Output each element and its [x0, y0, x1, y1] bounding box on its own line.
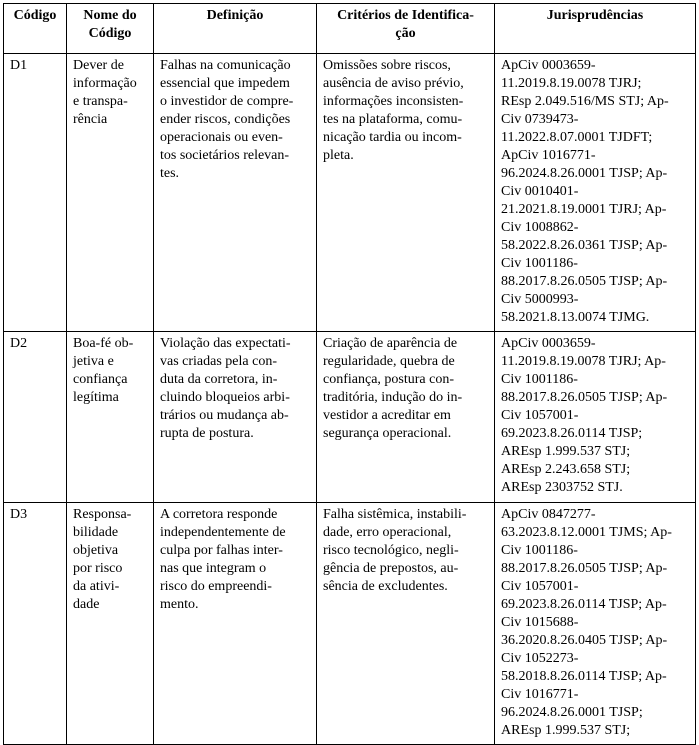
table-row — [4, 54, 696, 332]
cell-jurisprudence: ApCiv 0003659- 11.2019.8.19.0078 TJRJ; REsp 2.049.516/MS STJ; Ap- Civ 0739473- 11.2022.8.07.0001 TJDFT; ApCiv 1016771- 96.2024.8.26.0001 TJSP; Ap- Civ 0010401- 21.2021.8.19.0001 TJRJ; Ap- Civ 1008862- 58.2022.8.26.0361 TJSP; Ap- Civ 1001186- 88.2017.8.26.0505 TJSP; Ap- Civ 5000993- 58.2021.8.13.0074 TJMG. — [495, 54, 696, 332]
cell-code: D1 — [4, 54, 67, 332]
header-jurisprudence-label: Jurisprudências — [546, 8, 644, 23]
header-code — [4, 4, 67, 54]
header-criteria — [317, 4, 495, 54]
cell-code: D2 — [4, 332, 67, 503]
table-row — [4, 332, 696, 503]
header-code-name-label: Nome do Código — [83, 8, 137, 41]
cell-definition: Falhas na comunicação essencial que impedem o investidor de compre- ender riscos, condições operacionais ou even- tos societários relevan- tes. — [154, 54, 317, 332]
cell-jurisprudence: ApCiv 0847277- 63.2023.8.12.0001 TJMS; Ap- Civ 1001186- 88.2017.8.26.0505 TJSP; Ap- Civ 1057001- 69.2023.8.26.0114 TJSP; Ap- Civ 1015688- 36.2020.8.26.0405 TJSP; Ap- Civ 1052273- 58.2018.8.26.0114 TJSP; Ap- Civ 1016771- 96.2024.8.26.0001 TJSP; AREsp 1.999.537 STJ; — [495, 503, 696, 745]
jurisprudence-table — [3, 3, 696, 745]
header-code-name — [67, 4, 154, 54]
header-code-label: Código — [13, 8, 57, 23]
cell-definition: Violação das expectati- vas criadas pela con- duta da corretora, in- cluindo bloqueios arbi- trários ou mudança ab- rupta de postura. — [154, 332, 317, 503]
header-criteria-label: Critérios de Identifica- ção — [337, 8, 474, 41]
cell-code-name: Responsa- bilidade objetiva por risco da ativi- dade — [67, 503, 154, 745]
header-jurisprudence — [495, 4, 696, 54]
table-row — [4, 503, 696, 745]
cell-criteria: Omissões sobre riscos, ausência de aviso prévio, informações inconsisten- tes na plataforma, comu- nicação tardia ou incom- pleta. — [317, 54, 495, 332]
cell-definition: A corretora responde independentemente de culpa por falhas inter- nas que integram o risco do empreendi- mento. — [154, 503, 317, 745]
cell-criteria: Falha sistêmica, instabili- dade, erro operacional, risco tecnológico, negli- gência de prepostos, au- sência de excludentes. — [317, 503, 495, 745]
header-definition-label: Definição — [206, 8, 264, 23]
cell-code-name: Dever de informação e transpa- rência — [67, 54, 154, 332]
header-row — [4, 4, 696, 54]
header-definition — [154, 4, 317, 54]
cell-code: D3 — [4, 503, 67, 745]
cell-criteria: Criação de aparência de regularidade, quebra de confiança, postura con- traditória, indução do in- vestidor a acreditar em segurança operacional. — [317, 332, 495, 503]
cell-code-name: Boa-fé ob- jetiva e confiança legítima — [67, 332, 154, 503]
cell-jurisprudence: ApCiv 0003659- 11.2019.8.19.0078 TJRJ; Ap- Civ 1001186- 88.2017.8.26.0505 TJSP; Ap- Civ 1057001- 69.2023.8.26.0114 TJSP; AREsp 1.999.537 STJ; AREsp 2.243.658 STJ; AREsp 2303752 STJ. — [495, 332, 696, 503]
